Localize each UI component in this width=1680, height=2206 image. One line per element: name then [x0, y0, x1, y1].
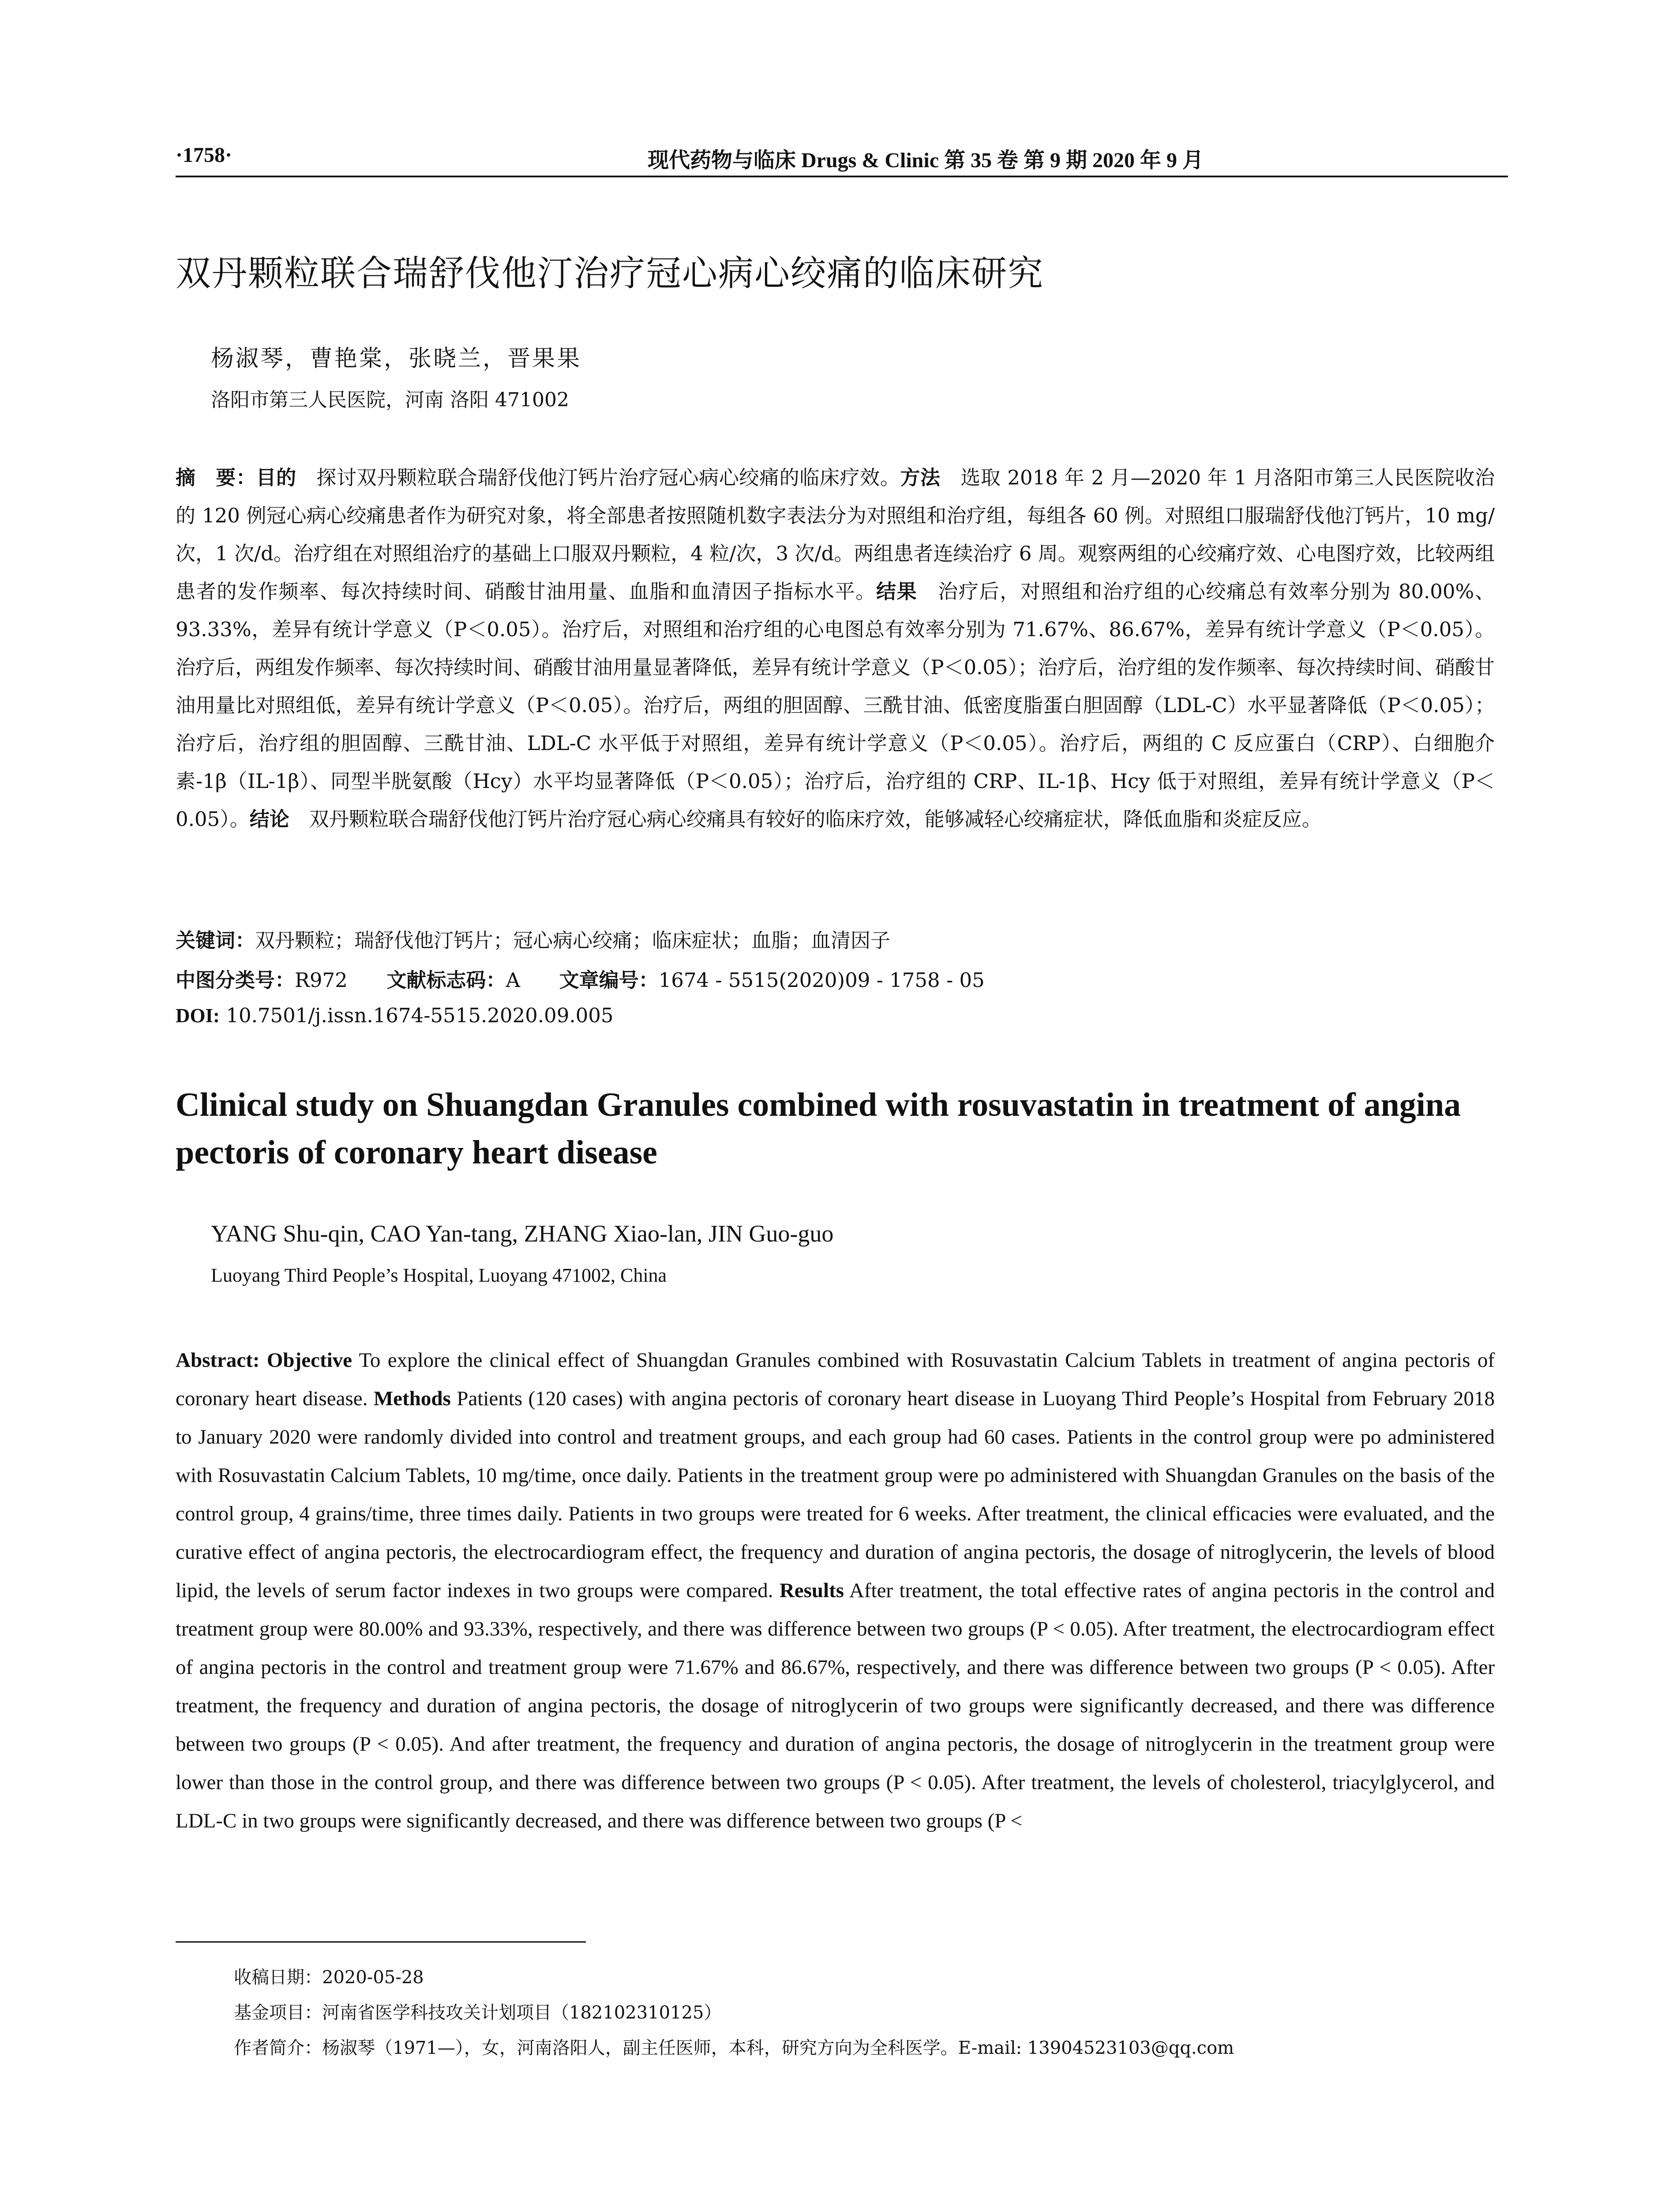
objective-cn: 探讨双丹颗粒联合瑞舒伐他汀钙片治疗冠心病心绞痛的临床疗效。	[316, 466, 900, 489]
affiliation-cn: 洛阳市第三人民医院，河南 洛阳 471002	[211, 389, 569, 411]
keywords-text: 双丹颗粒；瑞舒伐他汀钙片；冠心病心绞痛；临床症状；血脂；血清因子	[255, 929, 891, 952]
doi-value[interactable]: 10.7501/j.issn.1674-5515.2020.09.005	[226, 1004, 614, 1027]
abstract-cn-label: 摘 要：	[176, 466, 256, 489]
results-cn-label: 结果	[876, 580, 918, 603]
doc-code-label: 文献标志码：	[386, 968, 506, 992]
classification-line	[176, 964, 985, 993]
abstract-cn	[176, 459, 1495, 838]
objective-en-label: Objective	[266, 1349, 352, 1372]
clc-value: R972	[295, 968, 348, 992]
conclusion-cn: 双丹颗粒联合瑞舒伐他汀钙片治疗冠心病心绞痛具有较好的临床疗效，能够减轻心绞痛症状，降低血脂和炎症反应。	[309, 807, 1322, 831]
keywords	[176, 924, 890, 953]
abstract-en	[176, 1341, 1495, 1840]
fund-text: 河南省医学科技攻关计划项目（182102310125）	[322, 2003, 722, 2023]
results-en: After treatment, the total effective rates of angina pectoris in the control and treatment group were 80.00% and 93.33%, respectively, and there was difference between two groups (P < 0.05). After treatment, the electrocardiogram effect of angina pectoris in the control and treatment group were 71.67% and 86.67%, respectively, and there was difference between two groups (P < 0.05). After treatment, the frequency and duration of angina pectoris, the dosage of nitroglycerin of two groups were significantly decreased, and there was difference between two groups (P < 0.05). And after treatment, the frequency and duration of angina pectoris, the dosage of nitroglycerin in the treatment group were lower than those in the control group, and there was difference between two groups (P < 0.05). After treatment, the levels of cholesterol, triacylglycerol, and LDL-C in two groups were significantly decreased, and there was difference between two groups (P <	[176, 1579, 1495, 1832]
footnote-author	[234, 2034, 1234, 2059]
methods-en-label: Methods	[373, 1387, 451, 1410]
methods-cn: 选取 2018 年 2 月—2020 年 1 月洛阳市第三人民医院收治的 120 例冠心病心绞痛患者作为研究对象，将全部患者按照随机数字表法分为对照组和治疗组，每组各 60 例。对照组口服瑞舒伐他汀钙片，10 mg/次，1 次/d。治疗组在对照组治疗的基础上口服双丹颗粒，4 粒/次，3 次/d。两组患者连续治疗 6 周。观察两组的心绞痛疗效、心电图疗效，比较两组患者的发作频率、每次持续时间、硝酸甘油用量、血脂和血清因子指标水平。	[176, 466, 1495, 603]
running-header	[176, 140, 1508, 176]
footnote-fund	[234, 1999, 721, 2024]
article-title-en: Clinical study on Shuangdan Granules combined with rosuvastatin in treatment of angina pectoris of coronary heart disease	[176, 1086, 1461, 1171]
doi-label: DOI:	[176, 1005, 220, 1027]
affiliation-en: Luoyang Third People’s Hospital, Luoyang 471002, China	[211, 1264, 667, 1286]
objective-cn-label: 目的	[256, 466, 296, 489]
footnote-received	[234, 1963, 424, 1988]
author-bio-label: 作者简介：	[234, 2038, 322, 2058]
received-date: 2020-05-28	[322, 1967, 424, 1988]
objective-en: To explore the clinical effect of Shuangdan Granules combined with Rosuvastatin Calcium Tablets in treatment of angina pectoris of coronary heart disease.	[176, 1349, 1495, 1410]
article-number-label: 文章编号：	[559, 968, 659, 992]
article-title-cn: 双丹颗粒联合瑞舒伐他汀治疗冠心病心绞痛的临床研究	[176, 253, 1044, 294]
author-bio-text: 杨淑琴（1971—），女，河南洛阳人，副主任医师，本科，研究方向为全科医学。E-mail: 13904523103@qq.com	[322, 2038, 1234, 2058]
received-label: 收稿日期：	[234, 1967, 322, 1988]
keywords-label: 关键词：	[176, 929, 255, 952]
doi-line	[176, 1004, 614, 1027]
header-divider	[176, 176, 1508, 177]
authors-en: YANG Shu-qin, CAO Yan-tang, ZHANG Xiao-lan, JIN Guo-guo	[211, 1220, 834, 1247]
abstract-en-label: Abstract:	[176, 1349, 260, 1372]
fund-label: 基金项目：	[234, 2003, 322, 2023]
doc-code-value: A	[506, 968, 520, 992]
results-cn: 治疗后，对照组和治疗组的心绞痛总有效率分别为 80.00%、93.33%，差异有统计学意义（P＜0.05）。治疗后，对照组和治疗组的心电图总有效率分别为 71.67%、86.67%，差异有统计学意义（P＜0.05）。治疗后，两组发作频率、每次持续时间、硝酸甘油用量显著降低，差异有统计学意义（P＜0.05）；治疗后，治疗组的发作频率、每次持续时间、硝酸甘油用量比对照组低，差异有统计学意义（P＜0.05）。治疗后，两组的胆固醇、三酰甘油、低密度脂蛋白胆固醇（LDL-C）水平显著降低（P＜0.05）；治疗后，治疗组的胆固醇、三酰甘油、LDL-C 水平低于对照组，差异有统计学意义（P＜0.05）。治疗后，两组的 C 反应蛋白（CRP）、白细胞介素-1β（IL-1β）、同型半胱氨酸（Hcy）水平均显著降低（P＜0.05）；治疗后，治疗组的 CRP、IL-1β、Hcy 低于对照组，差异有统计学意义（P＜0.05）。	[176, 580, 1495, 831]
methods-cn-label: 方法	[900, 466, 941, 489]
page-number: ·1758·	[176, 143, 232, 167]
footnote-divider	[176, 1941, 586, 1943]
results-en-label: Results	[779, 1579, 844, 1602]
article-number-value: 1674 - 5515(2020)09 - 1758 - 05	[658, 968, 985, 992]
authors-cn: 杨淑琴，曹艳棠，张晓兰，晋果果	[211, 345, 582, 372]
methods-en: Patients (120 cases) with angina pectoris of coronary heart disease in Luoyang Third People’s Hospital from February 2018 to January 2020 were randomly divided into control and treatment groups, and each group had 60 cases. Patients in the control group were po administered with Rosuvastatin Calcium Tablets, 10 mg/time, once daily. Patients in the treatment group were po administered with Shuangdan Granules on the basis of the control group, 4 grains/time, three times daily. Patients in two groups were treated for 6 weeks. After treatment, the clinical efficacies were evaluated, and the curative effect of angina pectoris, the electrocardiogram effect, the frequency and duration of angina pectoris, the dosage of nitroglycerin, the levels of blood lipid, the levels of serum factor indexes in two groups were compared.	[176, 1387, 1495, 1602]
clc-label: 中图分类号：	[176, 968, 295, 992]
journal-info: 现代药物与临床 Drugs & Clinic 第 35 卷 第 9 期 2020 年 9 月	[648, 149, 1204, 172]
conclusion-cn-label: 结论	[249, 807, 289, 831]
